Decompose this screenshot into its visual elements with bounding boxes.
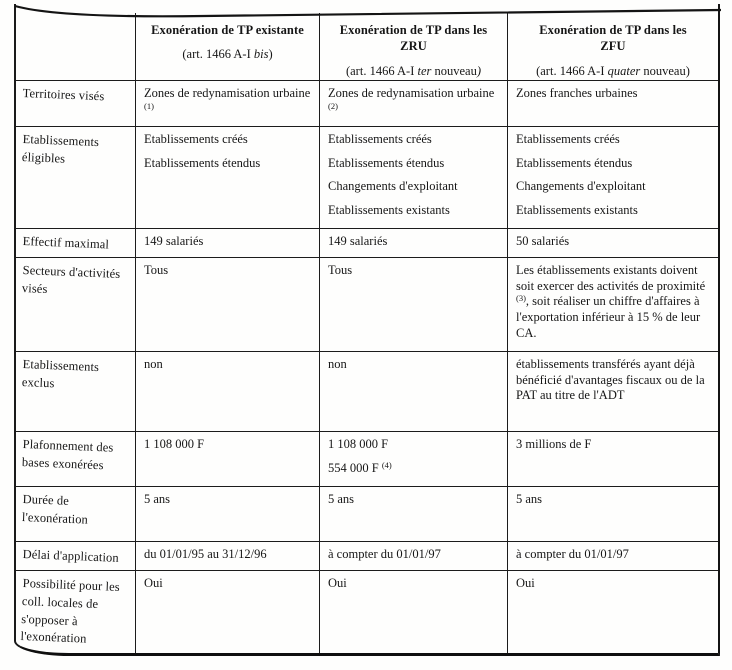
table-cell bbox=[320, 81, 508, 127]
table-cell bbox=[136, 352, 320, 432]
cell-text: Changements d'exploitant bbox=[516, 179, 646, 194]
table-cell bbox=[136, 81, 320, 127]
table-cell bbox=[508, 571, 718, 653]
cell-text: à compter du 01/01/97 bbox=[328, 547, 441, 561]
table-cell bbox=[136, 542, 320, 571]
cell-text: Etablissements étendus bbox=[328, 155, 445, 170]
cell-text: à compter du 01/01/97 bbox=[516, 547, 629, 561]
row-label-cell bbox=[16, 258, 136, 352]
cell-text: 50 salariés bbox=[516, 234, 570, 248]
cell-text: Oui bbox=[328, 576, 347, 590]
cell-text: Oui bbox=[516, 576, 535, 590]
row-label: Etablissements éligibles bbox=[21, 131, 100, 166]
cell-text: du 01/01/95 au 31/12/96 bbox=[144, 547, 267, 561]
cell-text: Changements d'exploitant bbox=[328, 179, 458, 194]
row-label: Territoires visés bbox=[22, 85, 105, 104]
row-label: Possibilité pour les coll. locales de s'opposer à l'exonération bbox=[20, 575, 121, 646]
table-cell bbox=[320, 352, 508, 432]
column-header bbox=[136, 13, 320, 81]
cell-text: Tous bbox=[328, 263, 353, 277]
cell-text: 5 ans bbox=[516, 492, 543, 506]
column-article-reference: (art. 1466 A-I ter nouveau) bbox=[345, 63, 482, 78]
row-label: Délai d'application bbox=[22, 546, 120, 565]
cell-text: Zones franches urbaines bbox=[516, 86, 638, 100]
table-cell bbox=[508, 127, 718, 229]
table-cell bbox=[320, 432, 508, 487]
table-cell bbox=[508, 258, 718, 352]
column-header bbox=[508, 13, 718, 81]
cell-text: Zones de redynamisation urbaine $^{(1)}$ bbox=[144, 86, 311, 111]
table-cell bbox=[508, 432, 718, 487]
table-top-border-curve bbox=[14, 2, 722, 22]
table-grid bbox=[16, 13, 718, 653]
row-label-cell bbox=[16, 229, 136, 258]
table-cell bbox=[508, 229, 718, 258]
column-title: Exonération de TP dans les ZFU bbox=[539, 23, 687, 54]
table-cell bbox=[320, 229, 508, 258]
cell-text: 5 ans bbox=[328, 492, 355, 506]
table-cell bbox=[136, 487, 320, 542]
cell-text: 3 millions de F bbox=[516, 437, 592, 451]
table-cell bbox=[136, 571, 320, 653]
table-cell bbox=[320, 258, 508, 352]
row-label-cell bbox=[16, 542, 136, 571]
table-cell bbox=[136, 432, 320, 487]
cell-text: Etablissements étendus bbox=[516, 155, 633, 170]
column-article-reference: (art. 1466 A-I quater nouveau) bbox=[536, 63, 690, 78]
cell-text: Etablissements créés bbox=[144, 132, 248, 146]
cell-text: Etablissements existants bbox=[516, 202, 638, 217]
cell-text: 1 108 000 F bbox=[328, 437, 389, 451]
table-cell bbox=[320, 127, 508, 229]
cell-text: Etablissements étendus bbox=[144, 155, 261, 170]
cell-text: Etablissements existants bbox=[328, 202, 450, 217]
column-header bbox=[320, 13, 508, 81]
column-title: Exonération de TP existante bbox=[151, 23, 304, 37]
header-corner-cell bbox=[16, 13, 136, 81]
table-cell bbox=[136, 258, 320, 352]
cell-text: établissements transférés ayant déjà bénéficié d'avantages fiscaux ou de la PAT au titre de l'ADT bbox=[516, 357, 705, 403]
row-label-cell bbox=[16, 571, 136, 653]
table-cell bbox=[508, 542, 718, 571]
row-label-cell bbox=[16, 81, 136, 127]
cell-text: Tous bbox=[144, 263, 169, 277]
row-label-cell bbox=[16, 127, 136, 229]
row-label: Secteurs d'activités visés bbox=[21, 262, 121, 296]
cell-text: non bbox=[328, 357, 347, 371]
cell-text: Etablissements créés bbox=[516, 132, 620, 146]
table-cell bbox=[508, 487, 718, 542]
row-label-cell bbox=[16, 432, 136, 487]
column-title: Exonération de TP dans les ZRU bbox=[339, 23, 488, 54]
table-cell bbox=[508, 81, 718, 127]
table-cell bbox=[136, 229, 320, 258]
table-cell bbox=[136, 127, 320, 229]
column-article-reference: (art. 1466 A-I bis) bbox=[182, 47, 273, 62]
cell-text: 1 108 000 F bbox=[144, 437, 205, 451]
tp-exoneration-comparison-table bbox=[14, 4, 720, 656]
row-label: Effectif maximal bbox=[22, 233, 110, 252]
row-label: Plafonnement des bases exonérées bbox=[21, 436, 114, 473]
cell-text: 554 000 F $^{(4)}$ bbox=[328, 459, 392, 475]
cell-text: 5 ans bbox=[144, 492, 171, 506]
table-cell bbox=[320, 571, 508, 653]
table-cell bbox=[508, 352, 718, 432]
row-label-cell bbox=[16, 487, 136, 542]
cell-text: 149 salariés bbox=[144, 234, 204, 248]
cell-text: Oui bbox=[144, 576, 163, 590]
row-label-cell bbox=[16, 352, 136, 432]
table-cell bbox=[320, 542, 508, 571]
cell-text: Les établissements existants doivent soit exercer des activités de proximité $^{(3)}$, soit réaliser un chiffre d'affaires à l'exportation inférieur à 15 % de leur CA. bbox=[516, 263, 706, 340]
row-label: Durée de l'exonération bbox=[21, 491, 89, 527]
cell-text: Etablissements créés bbox=[328, 132, 432, 146]
cell-text: non bbox=[144, 357, 163, 371]
cell-text: 149 salariés bbox=[328, 234, 388, 248]
cell-text: Zones de redynamisation urbaine $^{(2)}$ bbox=[328, 86, 495, 111]
row-label: Etablissements exclus bbox=[21, 356, 100, 391]
table-cell bbox=[320, 487, 508, 542]
